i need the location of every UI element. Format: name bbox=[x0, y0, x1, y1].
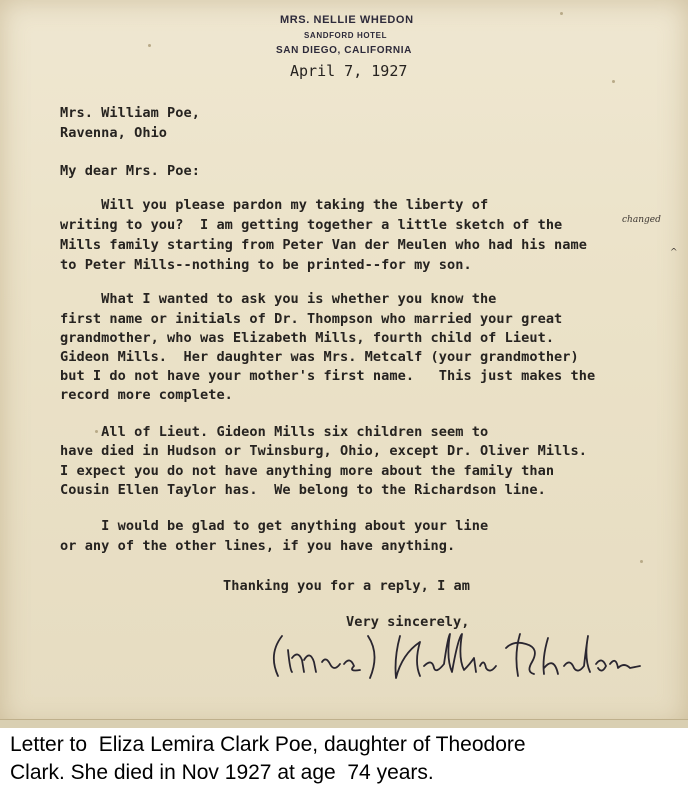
insertion-caret-icon: ^ bbox=[670, 248, 678, 258]
paragraph-2-line-3: grandmother, who was Elizabeth Mills, fourth child of Lieut. bbox=[60, 330, 555, 346]
paragraph-3-line-2: have died in Hudson or Twinsburg, Ohio, except Dr. Oliver Mills. bbox=[60, 443, 587, 459]
paragraph-1-line-4: to Peter Mills--nothing to be printed--for my son. bbox=[60, 257, 472, 273]
caption-line-2: Clark. She died in Nov 1927 at age 74 years. bbox=[10, 761, 434, 784]
letterhead-name: MRS. NELLIE WHEDON bbox=[280, 14, 414, 26]
recipient-place: Ravenna, Ohio bbox=[60, 125, 168, 141]
paragraph-4-line-1: I would be glad to get anything about your line bbox=[60, 518, 489, 534]
paragraph-3-line-3: I expect you do not have anything more about the family than bbox=[60, 463, 555, 479]
signature bbox=[264, 628, 644, 699]
paragraph-2-line-5: but I do not have your mother's first name. This just makes the bbox=[60, 368, 596, 384]
paragraph-1-line-1: Will you please pardon my taking the liberty of bbox=[60, 197, 489, 213]
closing-thanks: Thanking you for a reply, I am bbox=[223, 578, 471, 594]
handwritten-signature-icon bbox=[264, 628, 644, 694]
valediction: Very sincerely, bbox=[346, 614, 470, 630]
paragraph-3-line-1: All of Lieut. Gideon Mills six children seem to bbox=[60, 424, 489, 440]
recipient-name: Mrs. William Poe, bbox=[60, 105, 200, 121]
paragraph-3-line-4: Cousin Ellen Taylor has. We belong to the Richardson line. bbox=[60, 482, 546, 498]
paragraph-2-line-1: What I wanted to ask you is whether you know the bbox=[60, 291, 497, 307]
letterhead-hotel: SANDFORD HOTEL bbox=[304, 31, 388, 40]
paragraph-2-line-6: record more complete. bbox=[60, 387, 233, 403]
paragraph-2-line-2: first name or initials of Dr. Thompson who married your great bbox=[60, 311, 563, 327]
letter-date: April 7, 1927 bbox=[290, 62, 408, 80]
handwritten-insert: changed bbox=[622, 215, 661, 225]
paragraph-4-line-2: or any of the other lines, if you have anything. bbox=[60, 538, 456, 554]
letterhead-city: SAN DIEGO, CALIFORNIA bbox=[276, 45, 412, 56]
salutation: My dear Mrs. Poe: bbox=[60, 163, 200, 179]
paragraph-1-line-2: writing to you? I am getting together a little sketch of the bbox=[60, 217, 563, 233]
paragraph-2-line-4: Gideon Mills. Her daughter was Mrs. Metcalf (your grandmother) bbox=[60, 349, 579, 365]
caption-line-1: Letter to Eliza Lemira Clark Poe, daughter of Theodore bbox=[10, 733, 526, 756]
paragraph-1-line-3: Mills family starting from Peter Van der Meulen who had his name bbox=[60, 237, 587, 253]
